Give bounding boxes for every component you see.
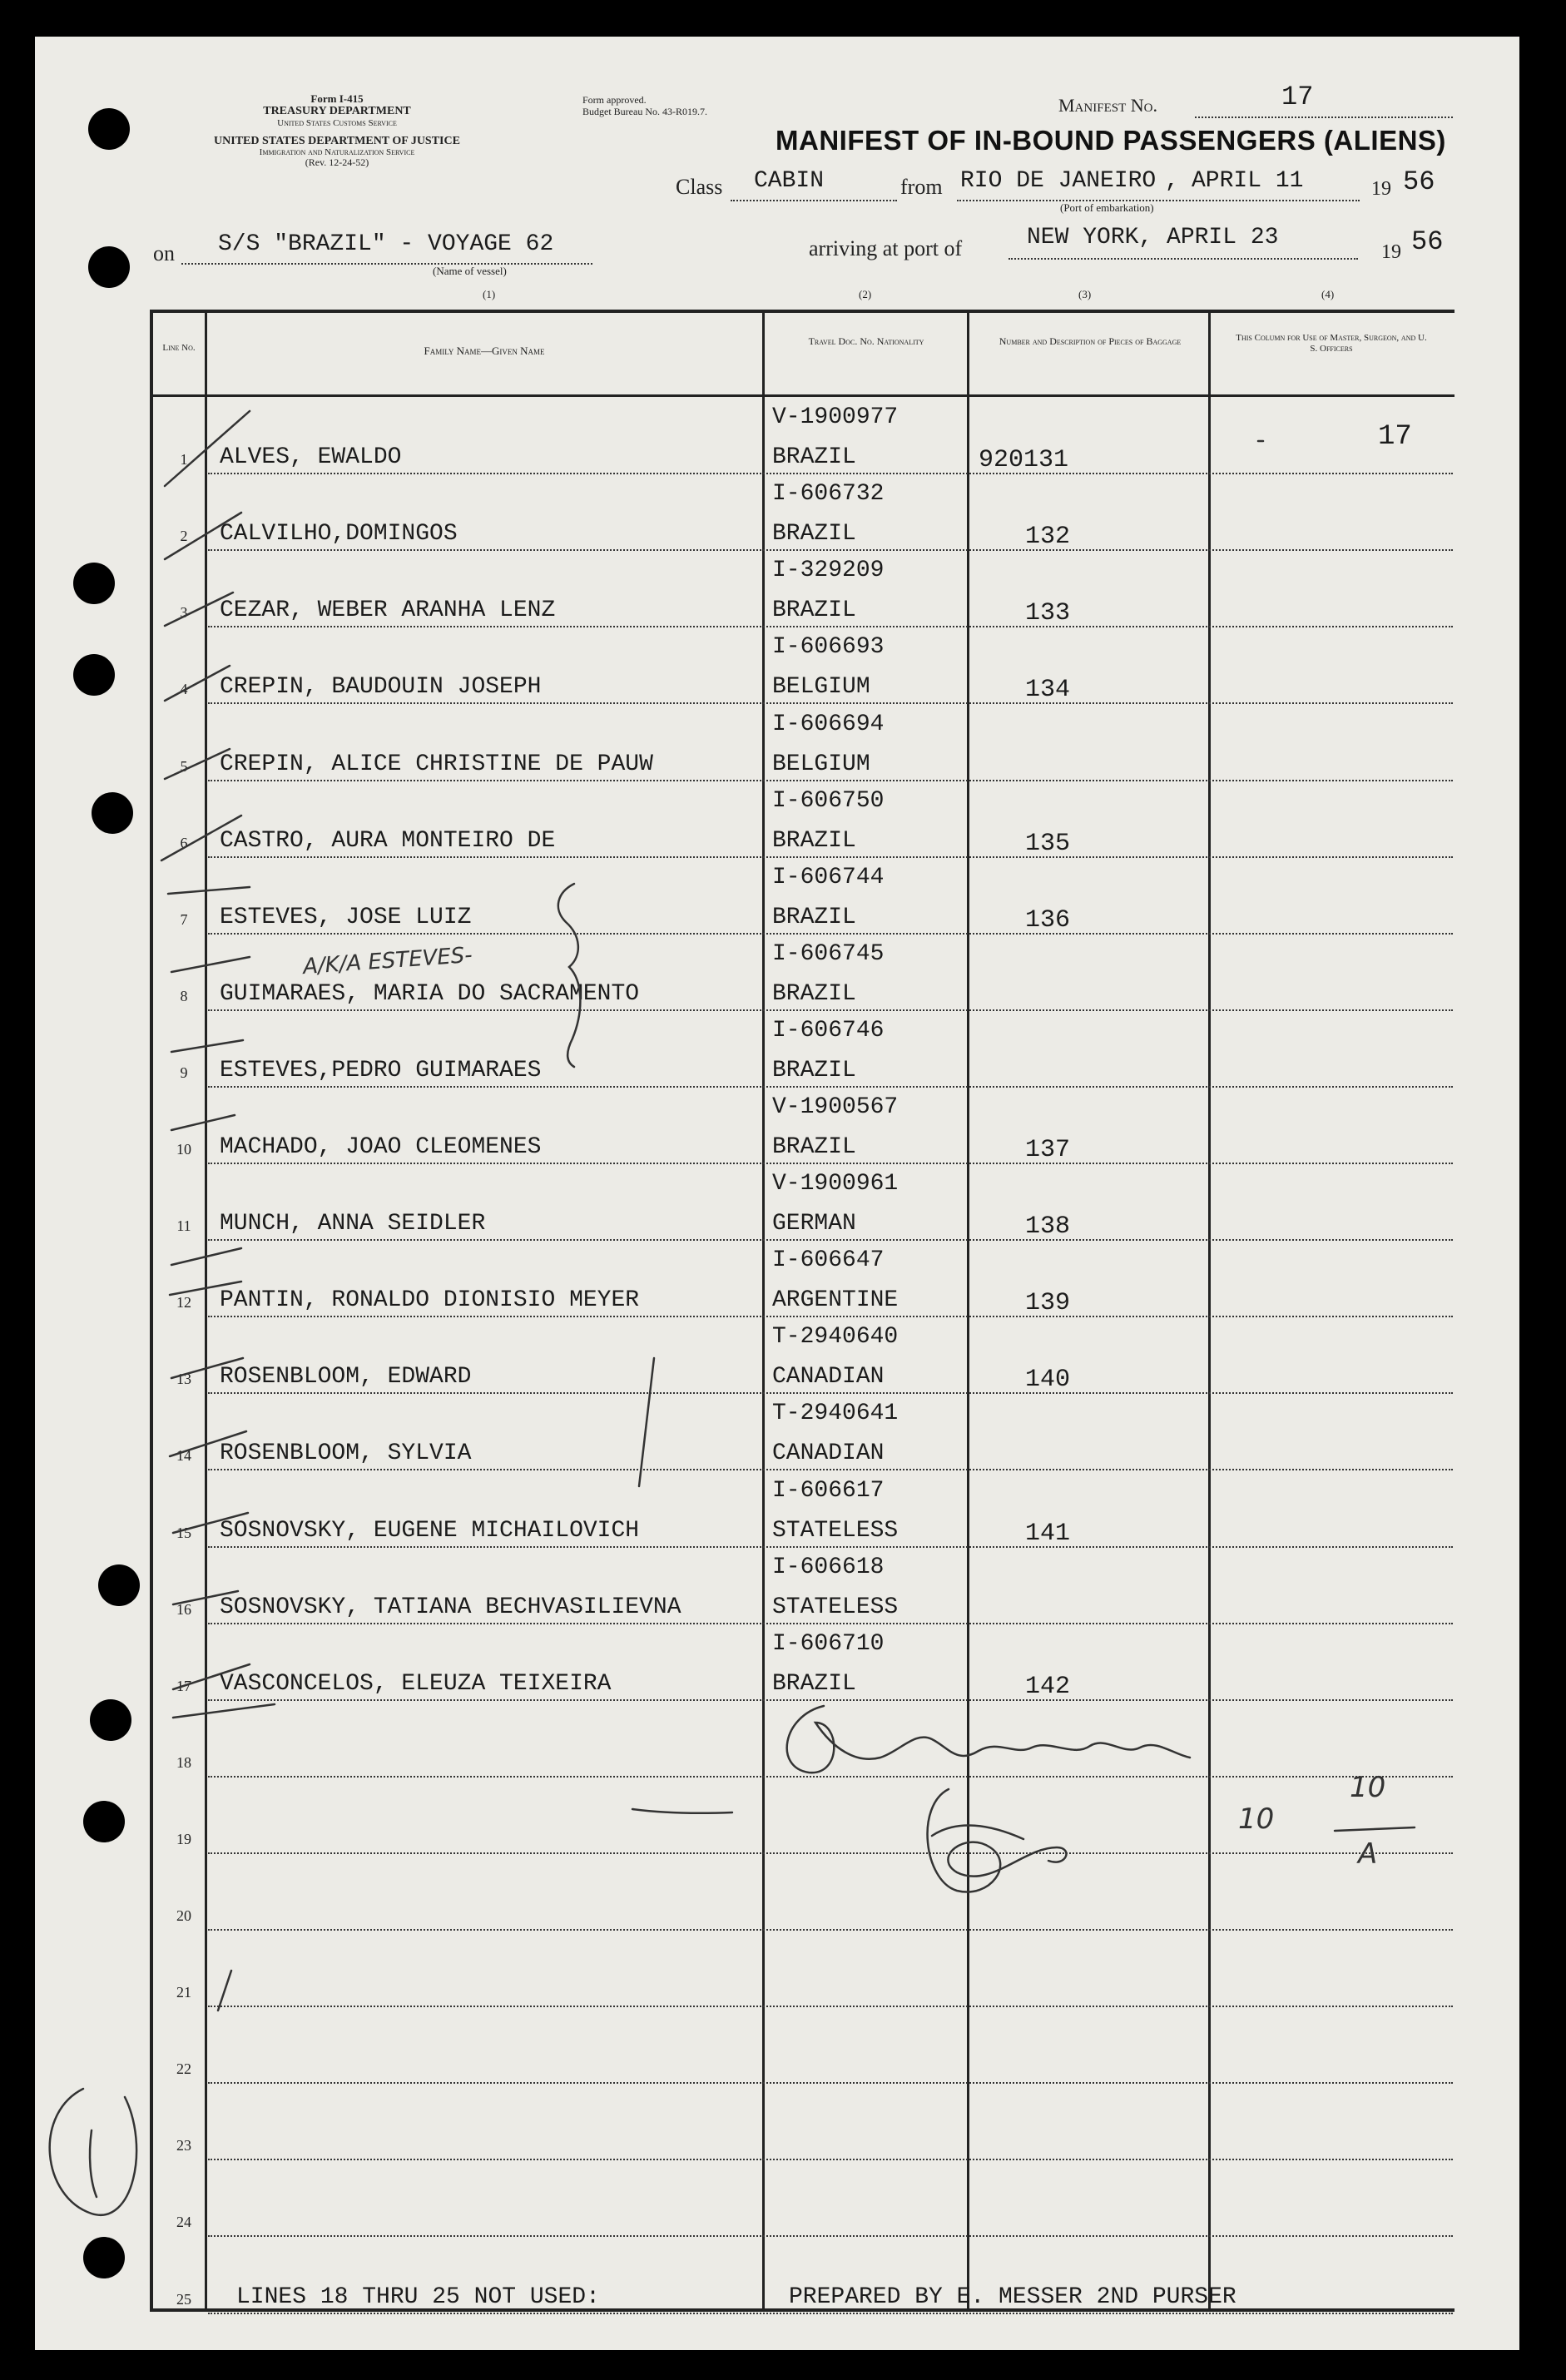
col-header-baggage: Number and Description of Pieces of Baggage xyxy=(999,335,1182,347)
year-prefix-arrival: 19 xyxy=(1381,241,1401,263)
row-number: 11 xyxy=(176,1217,191,1235)
travel-doc-number: I-606694 xyxy=(772,711,885,737)
passenger-name: SOSNOVSKY, TATIANA BECHVASILIEVNA xyxy=(220,1594,681,1620)
fraction-denominator: A xyxy=(1358,1837,1378,1871)
ins-label: Immigration and Naturalization Service xyxy=(259,147,415,158)
class-value: CABIN xyxy=(754,168,825,194)
customs-label: United States Customs Service xyxy=(277,117,397,128)
class-label: Class xyxy=(676,175,723,199)
travel-doc-number: I-606744 xyxy=(772,864,885,890)
row-number: 18 xyxy=(176,1753,191,1771)
nationality: BRAZIL xyxy=(772,980,856,1007)
baggage-number: 136 xyxy=(1025,905,1071,935)
col-num-2: (2) xyxy=(859,288,872,300)
col-num-1: (1) xyxy=(483,288,496,300)
row-number: 1 xyxy=(180,451,188,469)
travel-doc-number: I-606745 xyxy=(772,940,885,967)
row-number: 10 xyxy=(176,1141,191,1158)
passenger-name: ROSENBLOOM, SYLVIA xyxy=(220,1440,472,1467)
passenger-name: CREPIN, BAUDOUIN JOSEPH xyxy=(220,674,542,701)
passenger-name: GUIMARAES, MARIA DO SACRAMENTO xyxy=(220,980,640,1007)
baggage-number: 142 xyxy=(1025,1672,1071,1701)
row-number: 20 xyxy=(176,1907,191,1924)
row-number: 16 xyxy=(176,1600,191,1618)
aka-annotation: A/K/A ESTEVES- xyxy=(302,942,473,980)
travel-doc-number: I-606693 xyxy=(772,634,885,661)
vessel-name: S/S "BRAZIL" - VOYAGE 62 xyxy=(218,231,554,257)
budget-bureau: Budget Bureau No. 43-R019.7. xyxy=(582,105,707,117)
travel-doc-number: T-2940640 xyxy=(772,1324,899,1351)
manifest-number: 17 xyxy=(1281,82,1314,112)
passenger-name: ESTEVES, JOSE LUIZ xyxy=(220,904,472,930)
baggage-number: 133 xyxy=(1025,599,1071,628)
embarkation-date: APRIL 11 xyxy=(1192,168,1304,194)
baggage-number: 138 xyxy=(1025,1212,1071,1242)
justice-label: UNITED STATES DEPARTMENT OF JUSTICE xyxy=(214,134,460,147)
row-number: 19 xyxy=(176,1830,191,1847)
row-number: 9 xyxy=(180,1064,188,1081)
travel-doc-number: I-606710 xyxy=(772,1630,885,1657)
travel-doc-number: I-329209 xyxy=(772,558,885,584)
passenger-name: ROSENBLOOM, EDWARD xyxy=(220,1364,472,1391)
row-number: 13 xyxy=(176,1371,191,1388)
punct-comma: , xyxy=(1165,168,1179,194)
row-number: 17 xyxy=(176,1677,191,1694)
vessel-caption: (Name of vessel) xyxy=(433,265,507,277)
col-num-3: (3) xyxy=(1078,288,1092,300)
row-number: 21 xyxy=(176,1984,191,2001)
nationality: STATELESS xyxy=(772,1517,899,1544)
passenger-name: ESTEVES,PEDRO GUIMARAES xyxy=(220,1057,542,1083)
nationality: PREPARED BY E. MESSER 2ND PURSER xyxy=(789,2283,1236,2310)
row-number: 8 xyxy=(180,987,188,1004)
passenger-name: LINES 18 THRU 25 NOT USED: xyxy=(236,2283,600,2310)
port-embarkation-caption: (Port of embarkation) xyxy=(1060,201,1154,214)
travel-doc-number: I-606750 xyxy=(772,787,885,814)
travel-doc-number: I-606746 xyxy=(772,1017,885,1044)
nationality: CANADIAN xyxy=(772,1440,885,1467)
nationality: BELGIUM xyxy=(772,751,870,777)
passenger-name: CASTRO, AURA MONTEIRO DE xyxy=(220,827,556,854)
arriving-label: arriving at port of xyxy=(809,236,963,260)
row-number: 4 xyxy=(180,681,188,698)
embarkation-port: RIO DE JANEIRO xyxy=(960,168,1157,194)
fraction-whole: 10 xyxy=(1238,1802,1275,1836)
row-number: 7 xyxy=(180,910,188,928)
year-prefix: 19 xyxy=(1371,178,1391,200)
baggage-number: 920131 xyxy=(979,446,1069,475)
baggage-number: 134 xyxy=(1025,676,1071,705)
rev-label: (Rev. 12-24-52) xyxy=(305,156,369,169)
row-number: 14 xyxy=(176,1447,191,1465)
baggage-number: 135 xyxy=(1025,829,1071,858)
passenger-name: ALVES, EWALDO xyxy=(220,444,402,471)
row-number: 23 xyxy=(176,2137,191,2154)
nationality: BRAZIL xyxy=(772,444,856,471)
passenger-name: CEZAR, WEBER ARANHA LENZ xyxy=(220,597,556,624)
baggage-number: 132 xyxy=(1025,523,1071,552)
manifest-title: MANIFEST OF IN-BOUND PASSENGERS (ALIENS) xyxy=(776,125,1446,156)
form-approved: Form approved. xyxy=(582,94,647,106)
baggage-number: 140 xyxy=(1025,1366,1071,1395)
passenger-name: MUNCH, ANNA SEIDLER xyxy=(220,1211,486,1237)
baggage-number: 137 xyxy=(1025,1136,1071,1164)
travel-doc-number: I-606647 xyxy=(772,1247,885,1274)
baggage-number: 139 xyxy=(1025,1289,1071,1318)
nationality: BELGIUM xyxy=(772,674,870,701)
nationality: GERMAN xyxy=(772,1211,856,1237)
nationality: BRAZIL xyxy=(772,827,856,854)
nationality: BRAZIL xyxy=(772,1057,856,1083)
treasury-label: TREASURY DEPARTMENT xyxy=(263,105,411,118)
row-number: 25 xyxy=(176,2290,191,2308)
col-header-name: Family Name—Given Name xyxy=(424,345,545,357)
passenger-name: CALVILHO,DOMINGOS xyxy=(220,521,458,548)
col-header-travel: Travel Doc. No. Nationality xyxy=(808,335,924,347)
nationality: ARGENTINE xyxy=(772,1287,899,1314)
officer-note: 17 xyxy=(1378,421,1412,454)
row-number: 3 xyxy=(180,604,188,622)
from-label: from xyxy=(900,175,943,199)
travel-doc-number: I-606732 xyxy=(772,481,885,508)
row-number: 5 xyxy=(180,757,188,775)
fraction-numerator: 10 xyxy=(1350,1771,1386,1804)
nationality: BRAZIL xyxy=(772,521,856,548)
row-number: 6 xyxy=(180,834,188,851)
travel-doc-number: V-1900961 xyxy=(772,1171,899,1197)
row-number: 12 xyxy=(176,1294,191,1311)
arrival-year: 56 xyxy=(1411,226,1444,257)
nationality: BRAZIL xyxy=(772,1134,856,1160)
row-number: 2 xyxy=(180,528,188,545)
arrival-port: NEW YORK, APRIL 23 xyxy=(1027,225,1279,250)
nationality: CANADIAN xyxy=(772,1364,885,1391)
passenger-name: CREPIN, ALICE CHRISTINE DE PAUW xyxy=(220,751,653,777)
travel-doc-number: V-1900567 xyxy=(772,1094,899,1120)
passenger-name: SOSNOVSKY, EUGENE MICHAILOVICH xyxy=(220,1517,640,1544)
row-number: 15 xyxy=(176,1524,191,1541)
travel-doc-number: V-1900977 xyxy=(772,404,899,431)
nationality: BRAZIL xyxy=(772,597,856,624)
travel-doc-number: I-606618 xyxy=(772,1554,885,1580)
manifest-no-label: Manifest No. xyxy=(1058,95,1157,116)
travel-doc-number: T-2940641 xyxy=(772,1401,899,1427)
embarkation-year: 56 xyxy=(1403,166,1435,197)
nationality: STATELESS xyxy=(772,1594,899,1620)
on-label: on xyxy=(153,241,175,265)
col-header-line: Line No. xyxy=(162,343,196,353)
col-num-4: (4) xyxy=(1321,288,1335,300)
col-header-officers: This Column for Use of Master, Surgeon, and U. S. Officers xyxy=(1236,333,1427,354)
row-number: 22 xyxy=(176,2060,191,2078)
baggage-number: 141 xyxy=(1025,1519,1071,1548)
row-number: 24 xyxy=(176,2214,191,2231)
form-number: Form I-415 xyxy=(310,92,364,105)
passenger-name: VASCONCELOS, ELEUZA TEIXEIRA xyxy=(220,1670,612,1697)
travel-doc-number: I-606617 xyxy=(772,1477,885,1504)
nationality: BRAZIL xyxy=(772,904,856,930)
passenger-name: PANTIN, RONALDO DIONISIO MEYER xyxy=(220,1287,640,1314)
passenger-name: MACHADO, JOAO CLEOMENES xyxy=(220,1134,542,1160)
nationality: BRAZIL xyxy=(772,1670,856,1697)
